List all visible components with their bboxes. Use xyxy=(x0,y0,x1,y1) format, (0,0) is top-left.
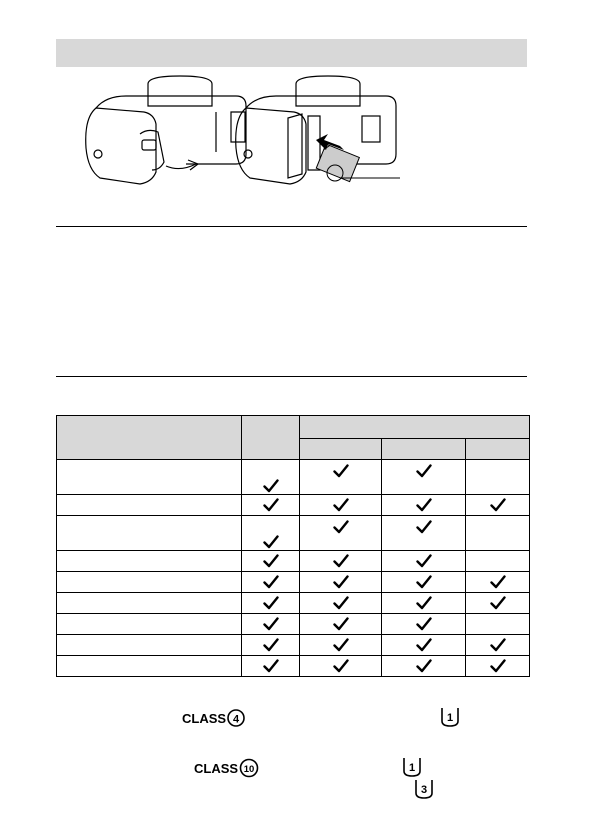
sd-speed-class-10-icon xyxy=(194,758,260,778)
table-header-cell xyxy=(300,439,382,460)
compat-cell xyxy=(466,593,530,614)
row-label xyxy=(57,516,242,551)
table-row xyxy=(57,614,530,635)
svg-text:4: 4 xyxy=(232,713,240,726)
table-row xyxy=(57,572,530,593)
checkmark-icon xyxy=(263,575,279,589)
compat-cell xyxy=(242,635,300,656)
uhs-speed-class-1-icon xyxy=(440,706,460,728)
compat-cell xyxy=(300,635,382,656)
row-label xyxy=(57,635,242,656)
row-label xyxy=(57,614,242,635)
svg-text:10: 10 xyxy=(243,764,255,775)
checkmark-icon xyxy=(333,596,349,610)
section-banner xyxy=(56,39,527,67)
compat-cell xyxy=(242,516,300,551)
divider xyxy=(56,226,527,227)
checkmark-icon xyxy=(416,659,432,673)
svg-text:1: 1 xyxy=(408,762,416,774)
checkmark-icon xyxy=(490,596,506,610)
checkmark-icon xyxy=(263,554,279,568)
table-row xyxy=(57,656,530,677)
checkmark-icon xyxy=(333,520,349,534)
compat-cell xyxy=(466,572,530,593)
checkmark-icon xyxy=(263,638,279,652)
checkmark-icon xyxy=(416,520,432,534)
compat-cell xyxy=(382,495,466,516)
row-label xyxy=(57,593,242,614)
compat-cell xyxy=(382,635,466,656)
checkmark-icon xyxy=(333,617,349,631)
row-label xyxy=(57,656,242,677)
compat-cell xyxy=(382,572,466,593)
divider xyxy=(56,376,527,377)
compat-cell xyxy=(466,551,530,572)
row-label xyxy=(57,572,242,593)
checkmark-icon xyxy=(490,575,506,589)
checkmark-icon xyxy=(333,554,349,568)
compat-cell xyxy=(382,656,466,677)
row-label xyxy=(57,551,242,572)
row-label xyxy=(57,495,242,516)
checkmark-icon xyxy=(416,554,432,568)
compat-cell xyxy=(300,593,382,614)
compat-cell xyxy=(382,614,466,635)
uhs-speed-class-1-icon xyxy=(402,756,422,778)
compat-cell xyxy=(382,593,466,614)
checkmark-icon xyxy=(416,498,432,512)
checkmark-icon xyxy=(263,498,279,512)
compat-cell xyxy=(242,551,300,572)
compat-cell xyxy=(382,516,466,551)
compat-cell xyxy=(242,593,300,614)
compat-cell xyxy=(466,516,530,551)
table-row xyxy=(57,551,530,572)
table-row xyxy=(57,460,530,495)
table-row xyxy=(57,495,530,516)
checkmark-icon xyxy=(333,659,349,673)
compat-cell xyxy=(242,572,300,593)
compat-cell xyxy=(300,572,382,593)
table-header-cell xyxy=(382,439,466,460)
checkmark-icon xyxy=(333,498,349,512)
compat-cell xyxy=(242,614,300,635)
uhs-speed-class-3-icon xyxy=(414,778,434,800)
compat-cell xyxy=(466,635,530,656)
compat-cell xyxy=(300,460,382,495)
table-row xyxy=(57,635,530,656)
checkmark-icon xyxy=(333,464,349,478)
compat-cell xyxy=(466,614,530,635)
compat-cell xyxy=(300,516,382,551)
checkmark-icon xyxy=(263,617,279,631)
checkmark-icon xyxy=(490,638,506,652)
checkmark-icon xyxy=(416,575,432,589)
table-row xyxy=(57,593,530,614)
checkmark-icon xyxy=(416,596,432,610)
table-header-group xyxy=(300,416,530,439)
svg-text:CLASS: CLASS xyxy=(194,761,239,776)
svg-text:CLASS: CLASS xyxy=(182,711,227,726)
table-header-cell xyxy=(242,416,300,460)
compat-cell xyxy=(242,656,300,677)
checkmark-icon xyxy=(416,638,432,652)
compat-cell xyxy=(242,495,300,516)
memory-card-compatibility-table xyxy=(56,415,530,677)
checkmark-icon xyxy=(333,638,349,652)
table-row xyxy=(57,516,530,551)
svg-text:3: 3 xyxy=(420,784,428,796)
row-label xyxy=(57,460,242,495)
table-header-cell xyxy=(466,439,530,460)
checkmark-icon xyxy=(263,479,279,493)
checkmark-icon xyxy=(263,659,279,673)
compat-cell xyxy=(466,495,530,516)
compat-cell xyxy=(466,656,530,677)
compat-cell xyxy=(466,460,530,495)
checkmark-icon xyxy=(333,575,349,589)
compat-cell xyxy=(300,656,382,677)
checkmark-icon xyxy=(416,464,432,478)
checkmark-icon xyxy=(263,596,279,610)
checkmark-icon xyxy=(490,498,506,512)
compat-cell xyxy=(382,460,466,495)
compat-cell xyxy=(300,614,382,635)
compat-cell xyxy=(242,460,300,495)
checkmark-icon xyxy=(490,659,506,673)
table-header-cell xyxy=(57,416,242,460)
compat-cell xyxy=(300,495,382,516)
compat-cell xyxy=(300,551,382,572)
sd-speed-class-4-icon xyxy=(182,708,246,728)
compat-cell xyxy=(382,551,466,572)
checkmark-icon xyxy=(263,535,279,549)
checkmark-icon xyxy=(416,617,432,631)
svg-text:1: 1 xyxy=(446,712,454,724)
camera-card-insert-illustration xyxy=(56,72,416,212)
